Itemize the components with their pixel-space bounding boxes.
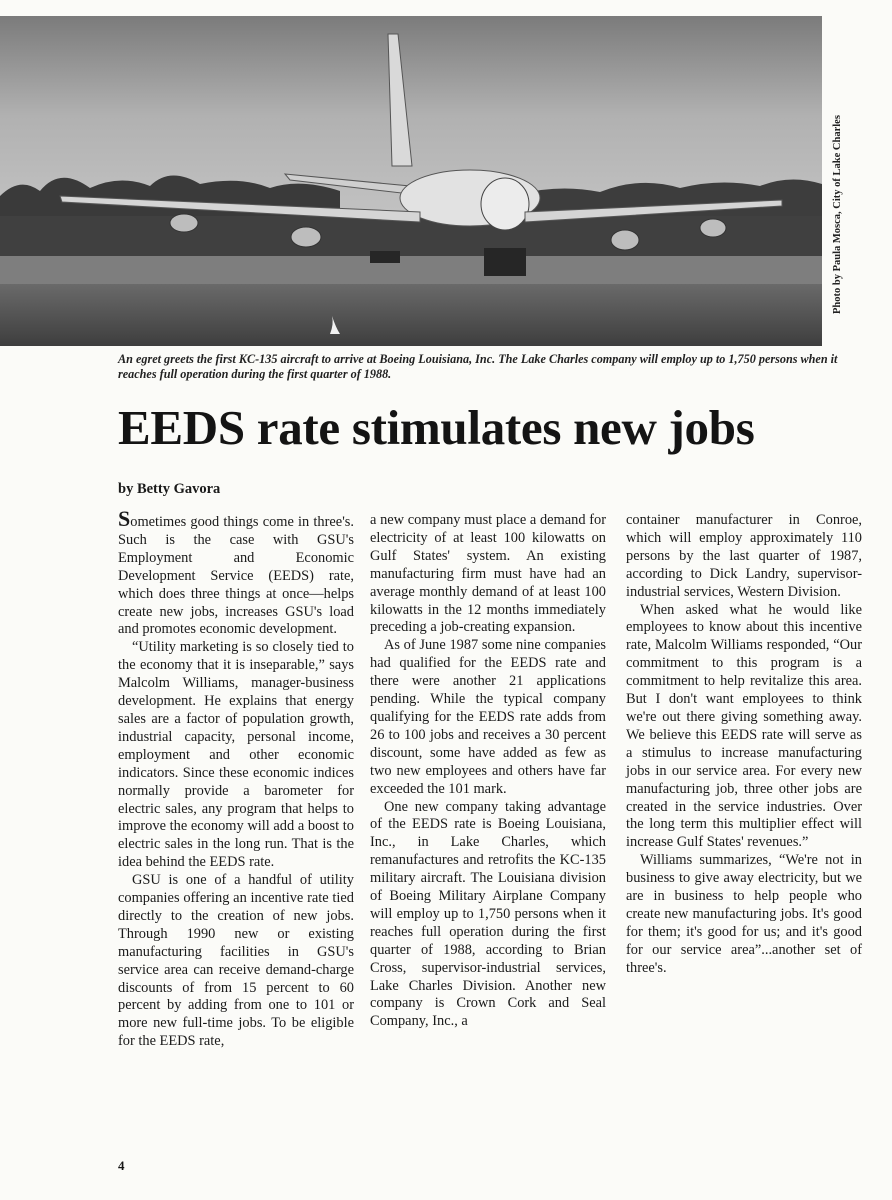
article-column-1: [118, 506, 354, 1051]
aircraft-photo: [0, 16, 822, 346]
article-column-2: [370, 512, 606, 1031]
page-number: 4: [118, 1158, 125, 1173]
paragraph: [118, 506, 354, 639]
paragraph: When asked what he would like employees to know about this incentive rate, Malcolm Williams responded, “Our commitment to this program is a commitment to help revitalize this area. But I don't want employees to think we're out there giving something away. We believe this EEDS rate will serve as a stimulus to increase manufacturing jobs in our service area. For every new manufacturing job, three other jobs are created in the service industries. Over the long term this multiplier effect will increase Gulf States' revenues.”: [626, 601, 862, 851]
paragraph: As of June 1987 some nine companies had qualified for the EEDS rate and there were another 21 applications pending. While the typical company qualifying for the EEDS rate adds from 26 to 100 jobs and receives a 30 percent discount, some have added as few as two new employees and others have far exceeded the 101 mark.: [370, 637, 606, 797]
headline: EEDS rate stimulates new jobs: [118, 400, 755, 455]
paragraph: “Utility marketing is so closely tied to the economy that it is inseparable,” says Malcolm Williams, manager-business development. He explains that energy sales are a factor of population growth, industrial capacity, personal income, employment and other economic indicators. Since these economic indices normally provide a barometer for electric sales, any program that helps to improve the economy will add a boost to electric sales in the long run. That is the idea behind the EEDS rate.: [118, 639, 354, 871]
photo-caption: An egret greets the first KC-135 aircraft to arrive at Boeing Louisiana, Inc. The Lake Charles company will employ up to 1,750 persons when it reaches full operation during the first quarter of 1988.: [118, 352, 838, 381]
photo-credit: Photo by Paula Mosca, City of Lake Charles: [832, 115, 843, 315]
paragraph: Williams summarizes, “We're not in business to give away electricity, but we are in business to help people who create new manufacturing jobs. It's good for them; it's good for us; and it's good for our service area”...another set of three's.: [626, 852, 862, 976]
paragraph: One new company taking advantage of the EEDS rate is Boeing Louisiana, Inc., in Lake Charles, which remanufactures and retrofits the KC-135 military aircraft. The Louisiana division of Boeing Military Airplane Company will employ up to 1,750 persons when it reaches full operation during the first quarter of 1988, according to Brian Cross, supervisor-industrial services, Lake Charles Division. Another new company is Crown Cork and Seal Company, Inc., a: [370, 798, 606, 1030]
paragraph: GSU is one of a handful of utility companies offering an incentive rate tied directly to the creation of new jobs. Through 1990 new or existing manufacturing facilities in GSU's service area can receive demand-charge discounts of from 15 percent to 60 percent by adding from one to 101 or more new full-time jobs. To be eligible for the EEDS rate,: [118, 872, 354, 1050]
drop-cap: S: [118, 506, 131, 531]
paragraph-text: ometimes good things come in three's. Such is the case with GSU's Employment and Economic Development Service (EEDS) rate, which does three things at once—helps create new jobs, increases GSU's load and promotes economic development.: [118, 514, 354, 638]
paragraph: a new company must place a demand for electricity of at least 100 kilowatts on Gulf States' system. An existing manufacturing firm must have had an average monthly demand of at least 100 kilowatts in the 12 months immediately preceding a job-creating expansion.: [370, 512, 606, 636]
paragraph: container manufacturer in Conroe, which will employ approximately 110 persons by the last quarter of 1987, according to Dick Landry, supervisor-industrial services, Western Division.: [626, 512, 862, 600]
article-column-3: [626, 512, 862, 978]
byline: by Betty Gavora: [118, 481, 221, 497]
